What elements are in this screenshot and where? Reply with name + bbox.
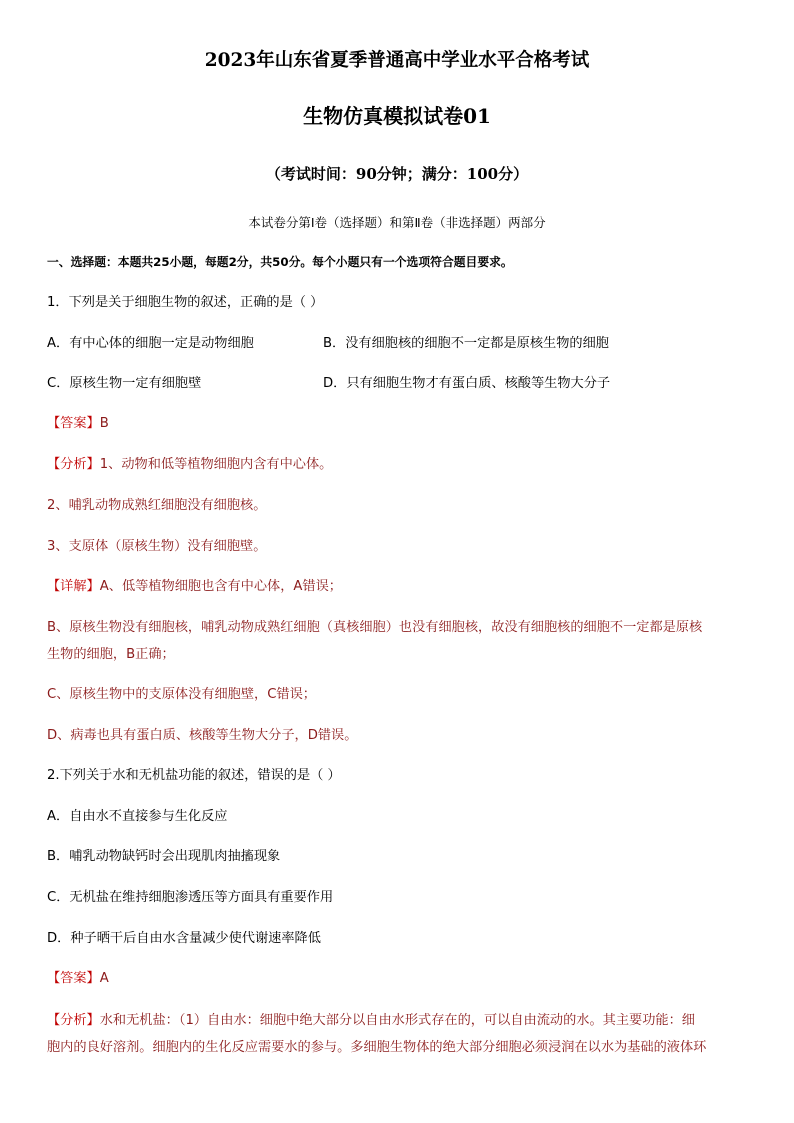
- answer-tag: 【答案】: [47, 416, 100, 431]
- question-2-option-c: C．无机盐在维持细胞渗透压等方面具有重要作用: [47, 890, 334, 905]
- question-2-analysis-line2: 胞内的良好溶剂。细胞内的生化反应需要水的参与。多细胞生物体的绝大部分细胞必须浸润在以水为基础的液体环: [47, 1040, 707, 1055]
- question-1-analysis-3: 3、支原体（原核生物）没有细胞壁。: [47, 539, 267, 554]
- question-1-option-a: A．有中心体的细胞一定是动物细胞: [47, 336, 254, 351]
- exam-subtitle: 生物仿真模拟试卷01: [303, 104, 491, 128]
- question-2-stem: 2.下列关于水和无机盐功能的叙述，错误的是（ ）: [47, 768, 341, 783]
- question-2-option-d: D．种子晒干后自由水含量减少使代谢速率降低: [47, 931, 321, 946]
- answer-value: A: [99, 971, 109, 986]
- analysis-tag: 【分析】: [47, 457, 100, 472]
- analysis-tag: 【分析】: [47, 1013, 100, 1028]
- question-1-option-c: C．原核生物一定有细胞壁: [47, 376, 202, 391]
- question-1-analysis-1: 【分析】1、动物和低等植物细胞内含有中心体。: [47, 457, 333, 472]
- exam-intro: 本试卷分第Ⅰ卷（选择题）和第Ⅱ卷（非选择题）两部分: [248, 215, 546, 230]
- exam-title: 2023年山东省夏季普通高中学业水平合格考试: [204, 50, 590, 71]
- question-1-analysis-2: 2、哺乳动物成熟红细胞没有细胞核。: [47, 498, 267, 513]
- question-1-detail-b-line1: B、原核生物没有细胞核，哺乳动物成熟红细胞（真核细胞）也没有细胞核，故没有细胞核的细胞不一定都是原核: [47, 620, 703, 635]
- question-1-detail-a: 【详解】A、低等植物细胞也含有中心体，A错误；: [47, 579, 342, 594]
- answer-value: B: [99, 416, 109, 431]
- question-2-option-b: B．哺乳动物缺钙时会出现肌肉抽搐现象: [47, 849, 281, 864]
- question-1-option-d: D．只有细胞生物才有蛋白质、核酸等生物大分子: [323, 376, 611, 391]
- question-1-option-b: B．没有细胞核的细胞不一定都是原核生物的细胞: [323, 336, 609, 351]
- section-title: 一、选择题：本题共25小题，每题2分，共50分。每个小题只有一个选项符合题目要求。: [47, 255, 513, 269]
- answer-tag: 【答案】: [47, 971, 100, 986]
- question-1-detail-c: C、原核生物中的支原体没有细胞壁，C错误；: [47, 687, 316, 702]
- question-1-detail-b-line2: 生物的细胞，B正确；: [47, 647, 175, 662]
- question-1-stem: 1．下列是关于细胞生物的叙述，正确的是（ ）: [47, 295, 324, 310]
- question-2-option-a: A．自由水不直接参与生化反应: [47, 809, 228, 824]
- question-1-detail-d: D、病毒也具有蛋白质、核酸等生物大分子，D错误。: [47, 728, 358, 743]
- detail-tag: 【详解】: [47, 579, 100, 594]
- question-2-analysis-line1: 【分析】水和无机盐：（1）自由水：细胞中绝大部分以自由水形式存在的，可以自由流动的水。其主要功能：细: [47, 1013, 695, 1028]
- exam-duration: （考试时间：90分钟；满分：100分）: [265, 165, 529, 183]
- question-2-answer: [47, 970, 109, 988]
- question-1-answer: [47, 415, 109, 433]
